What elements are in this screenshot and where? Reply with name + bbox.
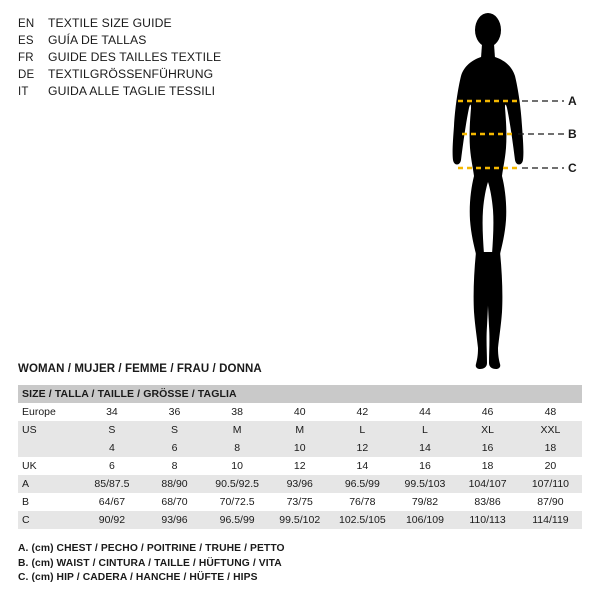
cell: 79/82 bbox=[411, 496, 439, 508]
cell: 6 bbox=[108, 460, 115, 472]
cell: 8 bbox=[171, 460, 178, 472]
cell: 42 bbox=[356, 406, 369, 418]
cell: 18 bbox=[481, 460, 494, 472]
row-label-b: B bbox=[22, 496, 30, 508]
cell: 99.5/102 bbox=[279, 514, 321, 526]
cell: 70/72.5 bbox=[219, 496, 255, 508]
cell: 12 bbox=[293, 460, 306, 472]
cell: 83/86 bbox=[474, 496, 501, 508]
cell: S bbox=[108, 424, 116, 436]
legend-line-b: B. (cm) WAIST / CINTURA / TAILLE / HÜFTUNG / VITA bbox=[18, 557, 282, 569]
cell: 76/78 bbox=[349, 496, 376, 508]
language-code-en: EN bbox=[18, 18, 35, 30]
cell: 8 bbox=[234, 442, 241, 454]
cell: 14 bbox=[356, 460, 369, 472]
language-title-es: GUÍA DE TALLAS bbox=[48, 33, 147, 47]
cell: M bbox=[295, 424, 305, 436]
marker-label-c: C bbox=[568, 161, 577, 175]
table-row bbox=[18, 421, 582, 439]
cell: 96.5/99 bbox=[344, 478, 380, 490]
cell: 48 bbox=[544, 406, 557, 418]
table-row bbox=[18, 493, 582, 511]
cell: 90/92 bbox=[98, 514, 126, 526]
size-table bbox=[18, 385, 582, 529]
table-header-row bbox=[18, 385, 582, 403]
cell: 36 bbox=[168, 406, 181, 418]
language-code-de: DE bbox=[18, 69, 35, 81]
cell: XXL bbox=[540, 424, 561, 436]
row-label-us: US bbox=[22, 424, 37, 436]
row-label-uk: UK bbox=[22, 460, 37, 472]
language-row-it bbox=[18, 84, 318, 100]
cell: 10 bbox=[293, 442, 306, 454]
woman-silhouette-icon bbox=[453, 13, 524, 369]
language-code-es: ES bbox=[18, 35, 34, 47]
language-title-fr: GUIDE DES TAILLES TEXTILE bbox=[48, 50, 222, 64]
cell: 93/96 bbox=[286, 478, 313, 490]
cell: 90.5/92.5 bbox=[215, 478, 260, 490]
cell: 6 bbox=[171, 442, 178, 454]
measurement-legend bbox=[18, 542, 578, 586]
table-row bbox=[18, 511, 582, 529]
cell: 85/87.5 bbox=[94, 478, 130, 490]
cell: 12 bbox=[356, 442, 369, 454]
row-label-c: C bbox=[22, 514, 30, 526]
cell: 107/110 bbox=[531, 478, 570, 490]
cell: 16 bbox=[419, 460, 431, 472]
cell: L bbox=[359, 424, 366, 436]
cell: L bbox=[422, 424, 428, 436]
cell: 10 bbox=[231, 460, 243, 472]
row-label-us-numeric bbox=[18, 439, 81, 457]
cell: 44 bbox=[419, 406, 431, 418]
cell: 68/70 bbox=[161, 496, 188, 508]
cell: 64/67 bbox=[98, 496, 126, 508]
cell: 110/113 bbox=[469, 514, 506, 526]
language-header-block bbox=[18, 16, 318, 101]
table-row bbox=[18, 439, 582, 457]
cell: S bbox=[171, 424, 179, 436]
cell: 88/90 bbox=[161, 478, 188, 490]
language-row-de bbox=[18, 67, 318, 83]
cell: 106/109 bbox=[405, 514, 444, 526]
marker-label-a: A bbox=[568, 94, 577, 108]
cell: 114/119 bbox=[532, 514, 569, 526]
cell: 87/90 bbox=[537, 496, 564, 508]
cell: 93/96 bbox=[161, 514, 188, 526]
cell: 20 bbox=[544, 460, 557, 472]
cell: 18 bbox=[544, 442, 557, 454]
row-label-a: A bbox=[22, 478, 30, 490]
language-row-fr bbox=[18, 50, 318, 66]
body-measurement-figure bbox=[430, 8, 590, 378]
language-title-de: TEXTILGRÖSSENFÜHRUNG bbox=[48, 67, 214, 81]
table-row bbox=[18, 403, 582, 421]
language-title-en: TEXTILE SIZE GUIDE bbox=[48, 16, 172, 30]
cell: 96.5/99 bbox=[219, 514, 255, 526]
language-row-en bbox=[18, 16, 318, 32]
cell: 16 bbox=[481, 442, 494, 454]
language-row-es bbox=[18, 33, 318, 49]
cell: 99.5/103 bbox=[404, 478, 446, 490]
cell: 34 bbox=[106, 406, 118, 418]
cell: 46 bbox=[481, 406, 494, 418]
row-label-europe: Europe bbox=[22, 406, 56, 418]
cell: 14 bbox=[419, 442, 431, 454]
language-code-it: IT bbox=[18, 86, 29, 98]
legend-line-a: A. (cm) CHEST / PECHO / POITRINE / TRUHE / PETTO bbox=[18, 543, 285, 554]
cell: 40 bbox=[293, 406, 306, 418]
cell: M bbox=[232, 424, 242, 436]
cell: 38 bbox=[231, 406, 243, 418]
legend-line-c: C. (cm) HIP / CADERA / HANCHE / HÜFTE / HIPS bbox=[18, 572, 258, 583]
cell: 102.5/105 bbox=[338, 514, 386, 526]
cell: 73/75 bbox=[286, 496, 313, 508]
cell: 4 bbox=[108, 442, 115, 454]
table-row bbox=[18, 457, 582, 475]
table-header-label: SIZE / TALLA / TAILLE / GRÖSSE / TAGLIA bbox=[22, 388, 237, 400]
table-row bbox=[18, 475, 582, 493]
cell: 104/107 bbox=[468, 478, 507, 490]
section-caption: WOMAN / MUJER / FEMME / FRAU / DONNA bbox=[18, 363, 262, 375]
language-title-it: GUIDA ALLE TAGLIE TESSILI bbox=[48, 84, 216, 98]
cell: XL bbox=[481, 424, 494, 436]
language-code-fr: FR bbox=[18, 52, 34, 64]
marker-label-b: B bbox=[568, 127, 577, 141]
